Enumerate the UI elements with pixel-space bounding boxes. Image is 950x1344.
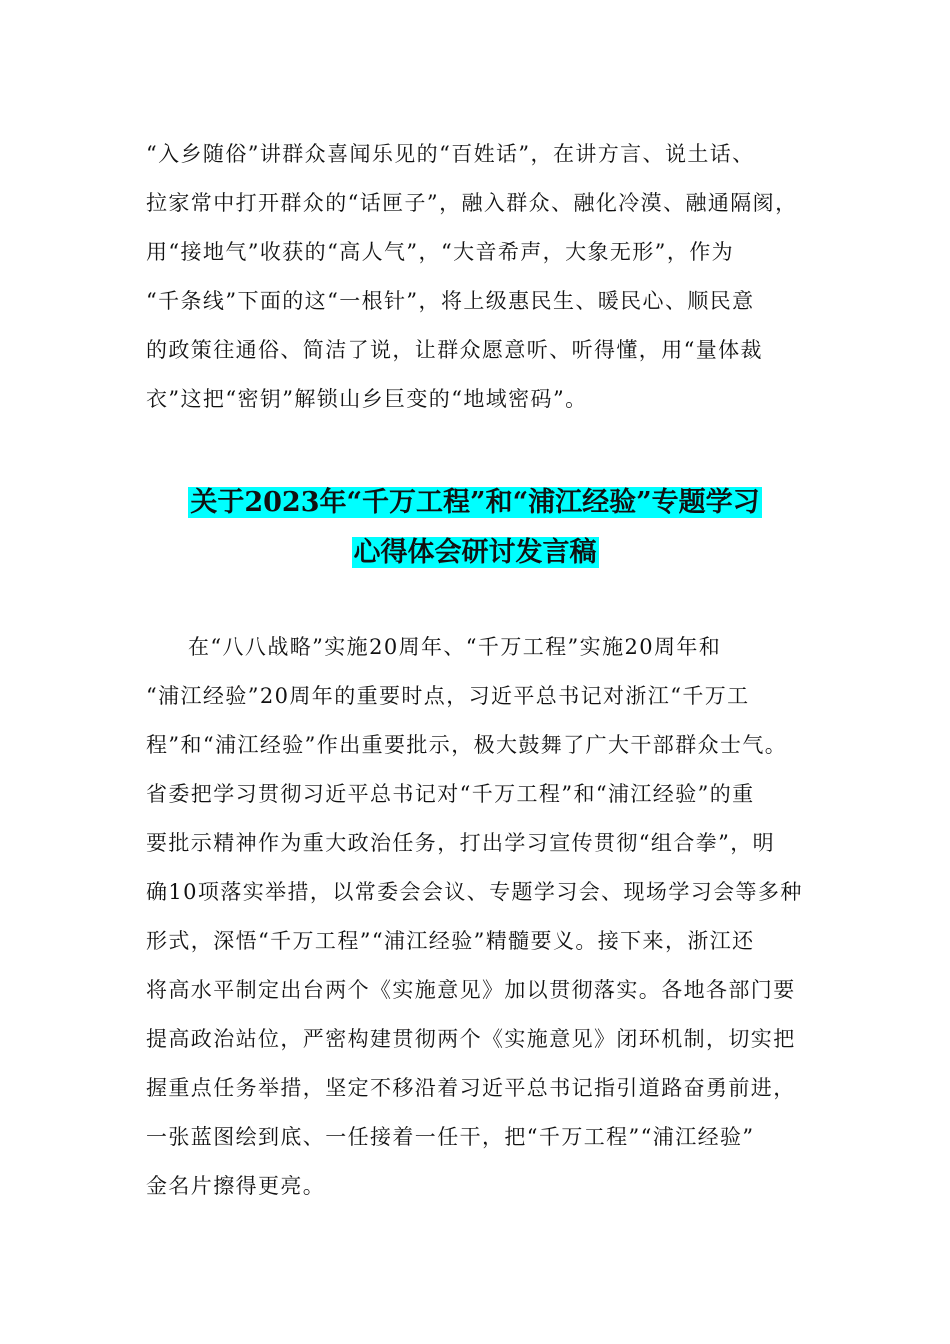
paragraph-line: 提高政治站位，严密构建贯彻两个《实施意见》闭环机制，切实把: [146, 1027, 796, 1051]
paragraph-line: 将高水平制定出台两个《实施意见》加以贯彻落实。各地各部门要: [146, 978, 796, 1002]
paragraph-line: 一张蓝图绘到底、一任接着一任干，把“千万工程”“浦江经验”: [146, 1125, 755, 1149]
paragraph-line: 拉家常中打开群众的“话匣子”，融入群众、融化冷漠、融通隔阂，: [146, 191, 798, 215]
paragraph-line: 在“八八战略”实施20周年、“千万工程”实施20周年和: [188, 635, 722, 659]
paragraph-line: 省委把学习贯彻习近平总书记对“千万工程”和“浦江经验”的重: [146, 782, 755, 806]
paragraph-line: “千条线”下面的这“一根针”，将上级惠民生、暖民心、顺民意: [146, 289, 755, 313]
intro-paragraph: [146, 130, 816, 424]
paragraph-line: “入乡随俗”讲群众喜闻乐见的“百姓话”，在讲方言、说土话、: [146, 142, 755, 166]
paragraph-line: 的政策往通俗、简洁了说，让群众愿意听、听得懂，用“量体裁: [146, 338, 763, 362]
paragraph-line: 衣”这把“密钥”解锁山乡巨变的“地域密码”。: [146, 387, 588, 411]
title-line-1: 关于2023年“千万工程”和“浦江经验”专题学习: [190, 487, 760, 518]
paragraph-line: 确10项落实举措，以常委会会议、专题学习会、现场学习会等多种: [146, 880, 803, 904]
paragraph-line: 金名片擦得更亮。: [146, 1174, 326, 1198]
paragraph-line: 形式，深悟“千万工程”“浦江经验”精髓要义。接下来，浙江还: [146, 929, 755, 953]
title-line-2: 心得体会研讨发言稿: [353, 537, 597, 568]
paragraph-line: 用“接地气”收获的“高人气”，“大音希声，大象无形”，作为: [146, 240, 735, 264]
paragraph-line: 程”和“浦江经验”作出重要批示，极大鼓舞了广大干部群众士气。: [146, 733, 788, 757]
paragraph-line: 要批示精神作为重大政治任务，打出学习宣传贯彻“组合拳”，明: [146, 831, 776, 855]
paragraph-line: “浦江经验”20周年的重要时点，习近平总书记对浙江“千万工: [146, 684, 750, 708]
paragraph-line: 握重点任务举措，坚定不移沿着习近平总书记指引道路奋勇前进，: [146, 1076, 796, 1100]
body-paragraph: [146, 623, 816, 1211]
document-title: [0, 478, 950, 578]
